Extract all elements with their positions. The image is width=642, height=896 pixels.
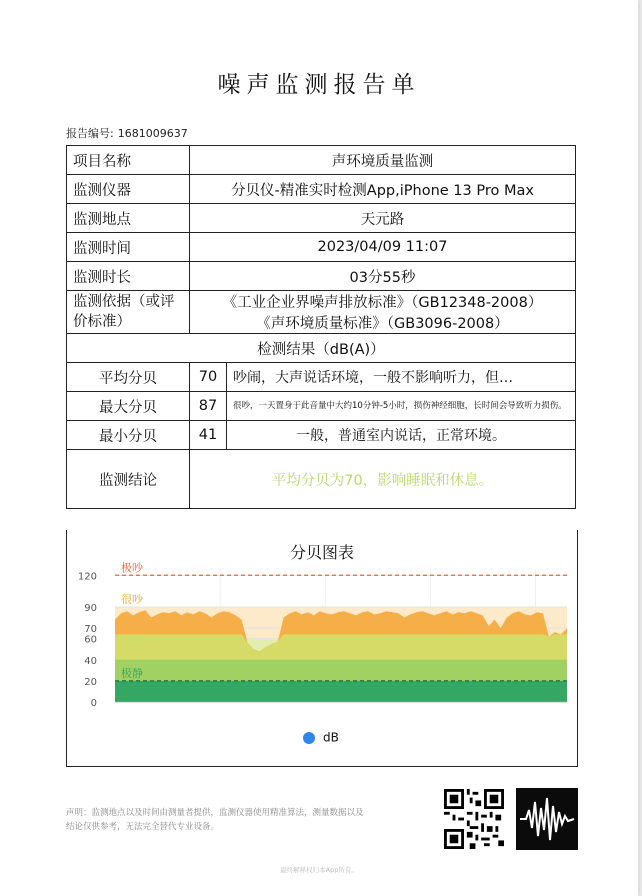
min-value: 41 <box>190 421 227 450</box>
footer-note: 最终解释权归本App所有。 <box>280 866 358 874</box>
qr-code-icon <box>444 789 504 849</box>
table-row <box>67 262 576 291</box>
zone-band <box>115 575 567 607</box>
zone-band <box>115 660 567 681</box>
report-number <box>66 125 188 141</box>
max-desc: 很吵，一天置身于此音量中大约10分钟-5小时，损伤神经细胞，长时间会导致听力损伤。 <box>227 392 576 421</box>
y-tick-label: 0 <box>90 698 97 709</box>
y-tick-label: 90 <box>84 602 97 614</box>
location-value: 天元路 <box>190 204 576 233</box>
basis-value <box>190 291 576 334</box>
table-row <box>67 392 576 421</box>
legend-label: dB <box>323 730 339 745</box>
report-table <box>66 145 576 509</box>
table-row <box>67 334 576 363</box>
table-row <box>67 421 576 450</box>
results-header: 检测结果（dB(A)） <box>67 334 576 363</box>
instrument-label: 监测仪器 <box>67 175 190 204</box>
duration-label: 监测时长 <box>67 262 190 291</box>
max-value: 87 <box>190 392 227 421</box>
chart-legend <box>303 730 339 745</box>
y-tick-label: 40 <box>84 655 97 667</box>
report-number-value: 1681009637 <box>117 127 188 140</box>
table-row <box>67 291 576 334</box>
avg-value: 70 <box>190 363 227 392</box>
app-logo <box>516 788 578 850</box>
y-tick-label: 70 <box>84 624 97 636</box>
band-label: 极吵 <box>121 561 143 575</box>
table-row <box>67 146 576 175</box>
basis-label: 监测依据（或评价标准） <box>67 291 190 334</box>
avg-desc: 吵闹，大声说话环境，一般不影响听力，但… <box>227 363 576 392</box>
duration-value: 03分55秒 <box>190 262 576 291</box>
band-label: 安静 <box>121 635 143 649</box>
time-label: 监测时间 <box>67 233 190 262</box>
conclusion-value: 平均分贝为70，影响睡眠和休息。 <box>190 450 576 509</box>
band-label: 极静 <box>121 666 143 680</box>
avg-label: 平均分贝 <box>67 363 190 392</box>
min-label: 最小分贝 <box>67 421 190 450</box>
band-label: 很吵 <box>121 592 143 606</box>
basis-line-2: 《声环境质量标准》（GB3096-2008） <box>256 316 509 332</box>
chart-box <box>66 530 578 767</box>
y-tick-label: 20 <box>84 676 97 688</box>
waveform-icon <box>516 788 578 850</box>
report-number-label: 报告编号: <box>66 127 114 140</box>
table-row <box>67 204 576 233</box>
instrument-value: 分贝仪-精准实时检测App,iPhone 13 Pro Max <box>190 175 576 204</box>
zone-band <box>115 681 567 702</box>
min-desc: 一般，普通室内说话，正常环境。 <box>227 421 576 450</box>
disclaimer: 声明：监测地点以及时间由测量者提供，监测仪器使用精准算法，测量数据以及结论仅供参考，无法完全替代专业设备。 <box>66 808 364 832</box>
table-row <box>67 450 576 509</box>
time-value: 2023/04/09 11:07 <box>190 233 576 262</box>
basis-line-1: 《工业企业界噪声排放标准》（GB12348-2008） <box>222 295 543 311</box>
table-row <box>67 175 576 204</box>
project-label: 项目名称 <box>67 146 190 175</box>
report-title: 噪声监测报告单 <box>217 72 421 98</box>
table-row <box>67 363 576 392</box>
project-value: 声环境质量监测 <box>190 146 576 175</box>
location-label: 监测地点 <box>67 204 190 233</box>
conclusion-label: 监测结论 <box>67 450 190 509</box>
table-row <box>67 233 576 262</box>
y-tick-label: 120 <box>77 571 97 583</box>
y-tick-label: 60 <box>84 634 97 646</box>
chart-title: 分贝图表 <box>289 543 354 562</box>
legend-dot-icon <box>303 732 315 744</box>
max-label: 最大分贝 <box>67 392 190 421</box>
